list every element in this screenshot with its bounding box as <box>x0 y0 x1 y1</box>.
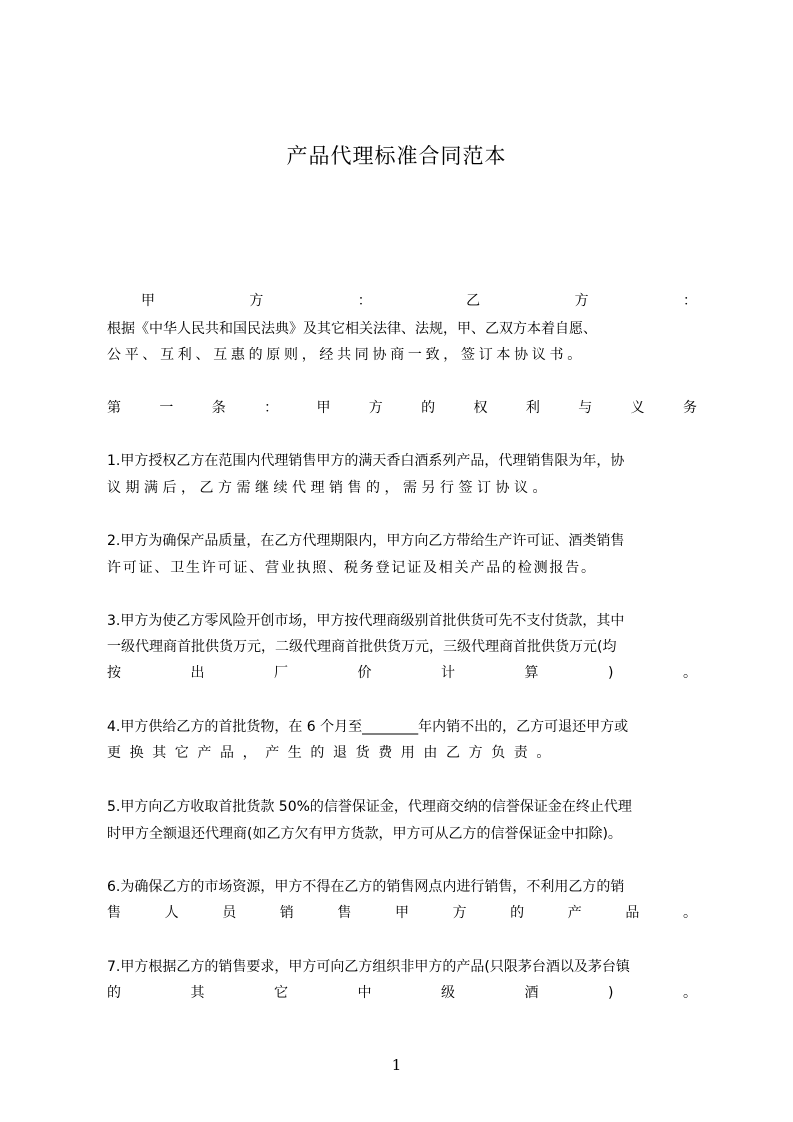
heading-char: 的 <box>421 400 436 416</box>
clause-5-line-2: 时甲方全额退还代理商(如乙方欠有甲方货款，甲方可从乙方的信誉保证金中扣除)。 <box>107 826 622 842</box>
party-a-char-1: 甲 <box>141 293 155 309</box>
heading-char: ： <box>264 400 279 416</box>
clause-3-line-3 <box>107 662 697 684</box>
heading-char: 义 <box>630 400 645 416</box>
clause-2-line-2: 许可证、卫生许可证、营业执照、税务登记证及相关产品的检测报告。 <box>107 560 597 576</box>
parties-line <box>107 290 697 312</box>
clause-1-line-2: 议期满后，乙方需继续代理销售的，需另行签订协议。 <box>107 480 551 496</box>
clause-char: 算 <box>524 665 539 681</box>
clause-char: 它 <box>274 985 288 1001</box>
clause-6-line-1: 6.为确保乙方的市场资源，甲方不得在乙方的销售网点内进行销售，不利用乙方的销 <box>107 879 625 895</box>
clause-char: 品 <box>625 905 640 921</box>
clause-4-line-2: 更换其它产品，产生的退货费用由乙方负责。 <box>107 745 559 761</box>
clause-char: 售 <box>107 905 121 921</box>
heading-char: 甲 <box>316 400 331 416</box>
preamble-line-2: 公平、互利、互惠的原则，经共同协商一致，签订本协议书。 <box>107 347 585 363</box>
clause-char: 级 <box>441 985 455 1001</box>
clause-char: 厂 <box>274 665 288 681</box>
clause-5-line-1: 5.甲方向乙方收取首批货款 50%的信誉保证金，代理商交纳的信誉保证金在终止代理 <box>107 799 632 815</box>
clause-char: 酒 <box>524 985 539 1001</box>
clause-char: 产 <box>567 905 582 921</box>
clause-7-line-1: 7.甲方根据乙方的销售要求，甲方可向乙方组织非甲方的产品(只限茅台酒以及茅台镇 <box>107 959 630 975</box>
clause-char: 中 <box>357 985 372 1001</box>
clause-char: ) <box>608 985 614 1001</box>
page-number: 1 <box>391 1056 402 1074</box>
clause-char: 甲 <box>394 905 409 921</box>
heading-char: 利 <box>525 400 540 416</box>
clause-2-line-1: 2.甲方为确保产品质量，在乙方代理期限内，甲方向乙方带给生产许可证、酒类销售 <box>107 533 625 549</box>
party-b-colon: ： <box>682 293 697 309</box>
clause-char: 的 <box>107 985 121 1001</box>
clause-1-line-1: 1.甲方授权乙方在范围内代理销售甲方的满天香白酒系列产品，代理销售限为年，协 <box>107 453 625 469</box>
heading-char: 方 <box>368 400 383 416</box>
heading-char: 务 <box>682 400 697 416</box>
article-1-heading <box>107 397 697 419</box>
clause-char: 按 <box>107 665 121 681</box>
clause-char: 。 <box>682 905 697 921</box>
clause-char: 其 <box>190 985 205 1001</box>
clause-char: 出 <box>190 665 205 681</box>
heading-char: 条 <box>211 400 226 416</box>
heading-char: 一 <box>159 400 174 416</box>
clause-char: 价 <box>357 665 372 681</box>
clause-char: 计 <box>441 665 455 681</box>
clause-char: ) <box>608 665 614 681</box>
clause-7-line-2 <box>107 982 697 1004</box>
document-title: 产品代理标准合同范本 <box>286 144 507 168</box>
heading-char: 与 <box>578 400 593 416</box>
party-b-char-2: 方 <box>574 293 589 309</box>
heading-char: 权 <box>473 400 488 416</box>
clause-4-line-1: 4.甲方供给乙方的首批货物，在 6 个月至________年内销不出的，乙方可退还甲方或 <box>107 719 629 735</box>
clause-char: 员 <box>222 905 237 921</box>
clause-char: 。 <box>682 665 697 681</box>
party-a-char-2: 方 <box>249 293 264 309</box>
clause-char: 人 <box>164 905 179 921</box>
heading-char: 第 <box>107 400 121 416</box>
party-a-colon: ： <box>357 293 372 309</box>
party-b-char-1: 乙 <box>466 293 481 309</box>
clause-char: 销 <box>279 905 294 921</box>
clause-3-line-1: 3.甲方为使乙方零风险开创市场，甲方按代理商级别首批供货可先不支付货款，其中 <box>107 613 625 629</box>
clause-6-line-2 <box>107 902 697 924</box>
clause-char: 售 <box>337 905 352 921</box>
preamble-line-1: 根据《中华人民共和国民法典》及其它相关法律、法规，甲、乙双方本着自愿、 <box>107 321 597 337</box>
clause-char: 方 <box>452 905 467 921</box>
clause-char: 。 <box>682 985 697 1001</box>
clause-char: 的 <box>510 905 525 921</box>
clause-3-line-2: 一级代理商首批供货万元，二级代理商首批供货万元，三级代理商首批供货万元(均 <box>107 639 617 655</box>
